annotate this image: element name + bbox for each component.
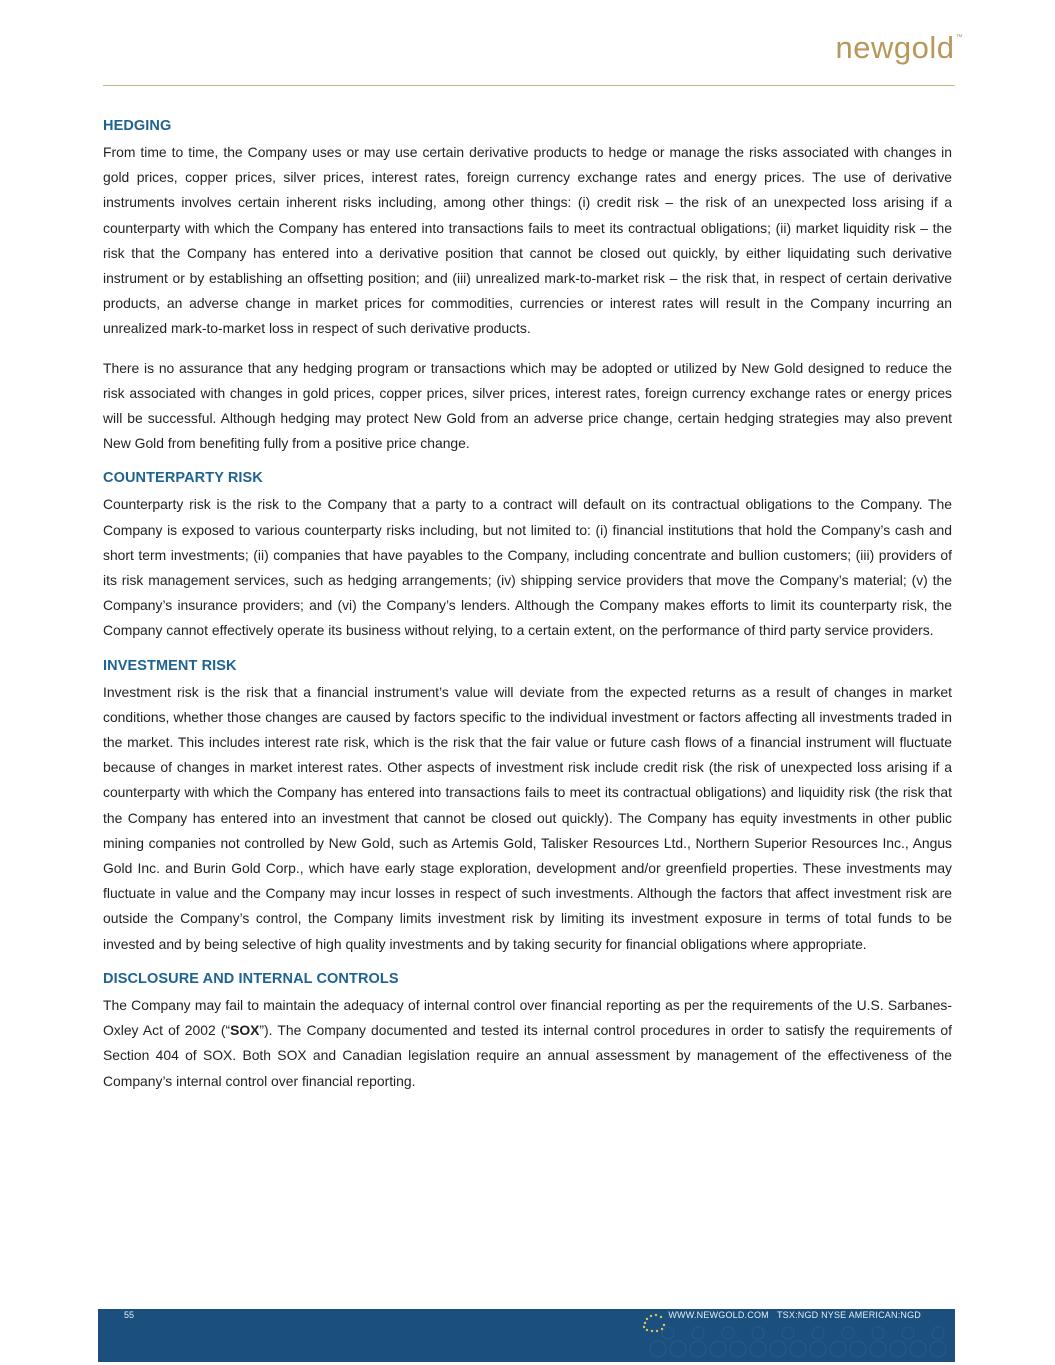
globe-dots-icon bbox=[639, 1311, 669, 1333]
section-hedging bbox=[103, 118, 952, 456]
newgold-logo bbox=[836, 30, 963, 66]
paragraph: From time to time, the Company uses or may use certain derivative products to hedge or manage the risks associated with changes in gold prices, copper prices, silver prices, interest rates, foreign currency exchange rates and energy prices. The use of derivative instruments involves certain inherent risks including, among other things: (i) credit risk – the risk of an unexpected loss arising if a counterparty with which the Company has entered into transactions fails to meet its contractual obligations; (ii) market liquidity risk – the risk that the Company has entered into a derivative position that cannot be closed out quickly, by either liquidating such derivative instrument or by establishing an offsetting position; and (iii) unrealized mark-to-market risk – the risk that, in respect of certain derivative products, an adverse change in market prices for commodities, currencies or interest rates will result in the Company incurring an unrealized mark-to-market loss in respect of such derivative products. bbox=[103, 144, 952, 337]
disclosure-text-start: The Company may fail to maintain the adequacy of internal control over financial reporting as per the requirements of the U.S. Sarbanes-Oxley Act of 2002 (“ bbox=[103, 996, 952, 1039]
paragraph: Counterparty risk is the risk to the Company that a party to a contract will default on its contractual obligations to the Company. The Company is exposed to various counterparty risks including, but not limited to: (i) financial institutions that hold the Company’s cash and short term investments; (ii) companies that have payables to the Company, including concentrate and bullion customers; (iii) providers of its risk management services, such as hedging arrangements; (iv) shipping service providers that move the Company’s material; (v) the Company’s insurance providers; and (vi) the Company’s lenders. Although the Company makes efforts to limit its counterparty risk, the Company cannot effectively operate its business without relying, to a certain extent, on the performance of third party service providers. bbox=[103, 496, 952, 639]
section-heading: HEDGING bbox=[103, 118, 172, 134]
logo-text: newgold bbox=[835, 30, 955, 65]
section-disclosure-controls bbox=[103, 971, 952, 1094]
logo-trademark: ™ bbox=[955, 34, 963, 41]
paragraph: There is no assurance that any hedging program or transactions which may be adopted or utilized by New Gold designed to reduce the risk associated with changes in gold prices, copper prices, silver prices, interest rates, foreign currency exchange rates or energy prices will be successful. Although hedging may protect New Gold from an adverse price change, certain hedging strategies may also prevent New Gold from benefiting fully from a positive price change. bbox=[103, 359, 952, 452]
disclosure-text-end: ”). The Company documented and tested its internal control procedures in order to satisfy the requirements of Section 404 of SOX. Both SOX and Canadian legislation require an annual assessment by management of the effectiveness of the Company’s internal control over financial reporting. bbox=[103, 1022, 953, 1089]
stock-tickers: TSX:NGD NYSE AMERICAN:NGD bbox=[776, 1310, 921, 1320]
website-link[interactable]: WWW.NEWGOLD.COM bbox=[668, 1310, 769, 1320]
section-heading: COUNTERPARTY RISK bbox=[103, 470, 263, 487]
footer-contact bbox=[668, 1310, 921, 1320]
section-heading: INVESTMENT RISK bbox=[103, 657, 237, 674]
document-body bbox=[103, 118, 952, 1108]
header-divider bbox=[103, 85, 955, 86]
paragraph: Investment risk is the risk that a financial instrument’s value will deviate from the expected returns as a result of changes in market conditions, whether those changes are caused by factors specific to the individual investment or factors affecting all investments traded in the market. This includes interest rate risk, which is the risk that the fair value or future cash flows of a financial instrument will fluctuate because of changes in market interest rates. Other aspects of investment risk include credit risk (the risk of unexpected loss arising if a counterparty with which the Company has entered into transactions fails to meet its contractual obligations) and liquidity risk (the risk that the Company has entered into an investment that cannot be closed out quickly). The Company has equity investments in other public mining companies not controlled by New Gold, such as Artemis Gold, Talisker Resources Ltd., Northern Superior Resources Inc., Angus Gold Inc. and Burin Gold Corp., which have early stage exploration, development and/or greenfield properties. These investments may fluctuate in value and the Company may incur losses in respect of such investments. Although the factors that affect investment risk are outside the Company’s control, the Company limits investment risk by limiting its investment exposure in terms of total funds to be invested and by being selective of high quality investments and by taking security for financial obligations where appropriate. bbox=[103, 683, 952, 952]
section-investment-risk bbox=[103, 658, 952, 957]
page-number: 55 bbox=[124, 1310, 135, 1320]
paragraph bbox=[103, 993, 952, 1094]
footer-band bbox=[98, 1309, 955, 1362]
sox-term: SOX bbox=[230, 1022, 260, 1039]
section-heading: DISCLOSURE AND INTERNAL CONTROLS bbox=[103, 970, 399, 987]
section-counterparty-risk bbox=[103, 470, 952, 643]
